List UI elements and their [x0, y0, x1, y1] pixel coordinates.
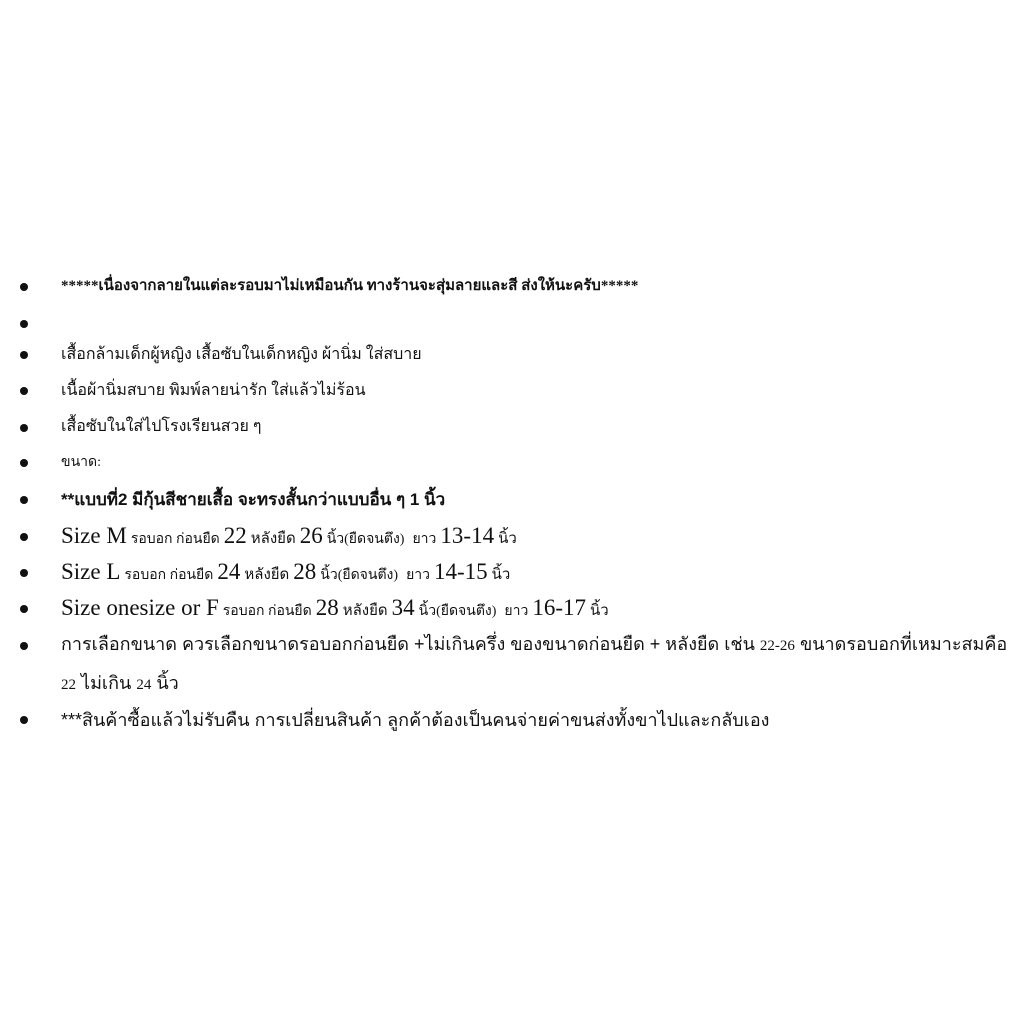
bullet-dot-icon [20, 387, 28, 395]
size-row-text [61, 554, 1016, 594]
bullet-dot-icon [20, 605, 28, 613]
chest-after-value: 26 [299, 523, 323, 548]
after-label: หลังยืด [342, 603, 388, 619]
length-label: ยาว [504, 604, 529, 619]
size-name: Size L [61, 559, 121, 584]
length-value: 13-14 [440, 523, 495, 548]
chest-before-value: 24 [217, 559, 241, 584]
selection-part4: นิ้ว [156, 673, 179, 693]
bullet-dot-icon [20, 496, 28, 504]
size-name: Size M [61, 523, 127, 548]
length-value: 14-15 [434, 559, 488, 584]
list-item-size-heading [0, 445, 1024, 481]
selection-part2: ขนาดรอบอกที่เหมาะสมคือ [799, 634, 1008, 654]
list-item-size-onesize [0, 590, 1024, 626]
length-label: ยาว [412, 532, 437, 547]
length-unit: นิ้ว [498, 531, 517, 547]
bullet-dot-icon [20, 716, 28, 724]
size-heading-text: ขนาด: [61, 455, 101, 470]
list-item-style2-note [0, 481, 1024, 518]
chest-label: รอบอก ก่อนยืด [130, 532, 220, 547]
list-item-size-m [0, 518, 1024, 554]
chest-after-value: 28 [293, 559, 317, 584]
chest-after-value: 34 [391, 595, 415, 620]
list-item-size-selection [0, 626, 1024, 700]
size-row-text [61, 590, 1016, 630]
bullet-dot-icon [20, 320, 28, 328]
inch-note: นิ้ว(ยืดจนตึง) [326, 532, 405, 547]
no-return-text: ***สินค้าซื้อแล้วไม่รับคืน การเปลี่ยนสินค้า ลูกค้าต้องเป็นคนจ่ายค่าขนส่งทั้งขาไปและกลับเอง [61, 710, 770, 730]
size-name: Size onesize or F [61, 595, 219, 620]
selection-num2: 24 [136, 677, 152, 693]
selection-part1: การเลือกขนาด ควรเลือกขนาดรอบอกก่อนยืด +ไม่เกินครึ่ง ของขนาดก่อนยืด + หลังยืด เช่น [61, 634, 755, 654]
bullet-dot-icon [20, 351, 28, 359]
after-label: หลังยืด [244, 567, 290, 583]
school-text: เสื้อซับในใส่ไปโรงเรียนสวย ๆ [61, 418, 262, 435]
style2-note-text: **แบบที่2 มีกุ้นสีชายเสื้อ จะทรงสั้นกว่าแบบอื่น ๆ 1 นิ้ว [61, 490, 446, 509]
chest-label: รอบอก ก่อนยืด [222, 604, 312, 619]
product-type-text: เสื้อกล้ามเด็กผู้หญิง เสื้อซับในเด็กหญิง ผ้านิ่ม ใส่สบาย [61, 346, 422, 363]
size-row-text [61, 518, 1016, 558]
list-item-no-return [0, 700, 1024, 740]
bullet-dot-icon [20, 533, 28, 541]
length-unit: นิ้ว [491, 567, 511, 583]
list-item-empty [0, 304, 1024, 337]
selection-range: 22-26 [759, 638, 795, 654]
bullet-dot-icon [20, 283, 28, 291]
chest-before-value: 22 [223, 523, 247, 548]
bullet-list [0, 268, 1024, 740]
fabric-text: เนื้อผ้านิ่มสบาย พิมพ์ลายน่ารัก ใส่แล้วไม่ร้อน [61, 382, 366, 399]
length-value: 16-17 [532, 595, 587, 620]
bullet-dot-icon [20, 642, 28, 650]
after-label: หลังยืด [250, 531, 296, 547]
bullet-dot-icon [20, 424, 28, 432]
chest-label: รอบอก ก่อนยืด [124, 568, 214, 583]
selection-part3: ไม่เกิน [81, 673, 132, 693]
list-item-notice [0, 268, 1024, 304]
list-item-school [0, 409, 1024, 445]
list-item-product-type [0, 337, 1024, 372]
selection-num1: 22 [61, 677, 76, 693]
selection-text [61, 626, 1016, 704]
inch-note: นิ้ว(ยืดจนตึง) [320, 568, 399, 583]
notice-text: *****เนื่องจากลายในแต่ละรอบมาไม่เหมือนกัน ทางร้านจะสุ่มลายและสี ส่งให้นะครับ***** [61, 278, 639, 294]
bullet-dot-icon [20, 569, 28, 577]
length-unit: นิ้ว [590, 603, 609, 619]
length-label: ยาว [406, 568, 430, 583]
chest-before-value: 28 [315, 595, 339, 620]
list-item-fabric [0, 372, 1024, 409]
list-item-size-l [0, 554, 1024, 590]
inch-note: นิ้ว(ยืดจนตึง) [418, 604, 497, 619]
bullet-dot-icon [20, 459, 28, 467]
